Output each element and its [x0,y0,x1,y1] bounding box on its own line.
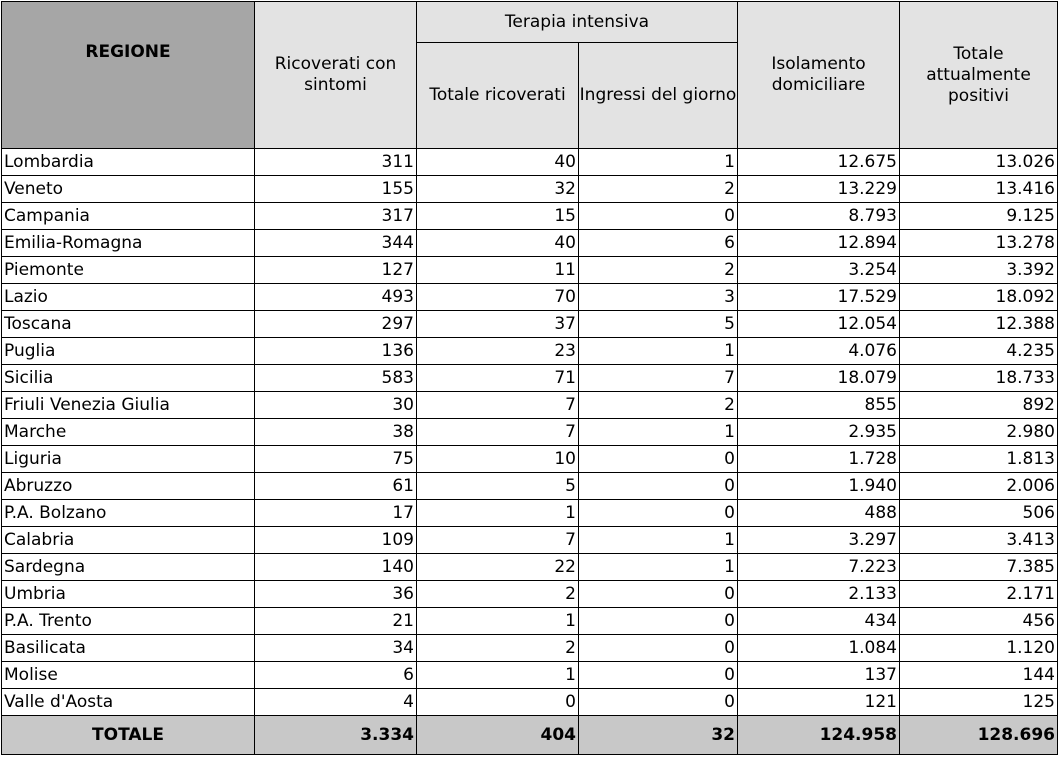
cell-totale: 3.413 [900,527,1058,554]
cell-ricoverati: 61 [255,473,417,500]
totals-isolamento: 124.958 [738,716,900,755]
cell-ricoverati: 297 [255,311,417,338]
totals-row [2,716,1058,755]
cell-totale: 18.733 [900,365,1058,392]
cell-ti-ingressi: 1 [579,419,738,446]
totals-ricoverati: 3.334 [255,716,417,755]
table-row [2,419,1058,446]
table-row [2,365,1058,392]
cell-regione: Liguria [2,446,255,473]
cell-regione: Friuli Venezia Giulia [2,392,255,419]
cell-ti-ingressi: 2 [579,176,738,203]
header-totale-attualmente-positivi: Totale attualmente positivi [900,2,1058,149]
cell-ti-totale: 7 [417,392,579,419]
cell-totale: 892 [900,392,1058,419]
cell-ti-totale: 1 [417,662,579,689]
cell-ricoverati: 4 [255,689,417,716]
cell-isolamento: 2.133 [738,581,900,608]
cell-totale: 18.092 [900,284,1058,311]
cell-totale: 3.392 [900,257,1058,284]
cell-isolamento: 4.076 [738,338,900,365]
cell-ti-ingressi: 2 [579,392,738,419]
cell-ti-totale: 0 [417,689,579,716]
cell-totale: 506 [900,500,1058,527]
table-row [2,689,1058,716]
totals-ti-totale: 404 [417,716,579,755]
cell-ricoverati: 311 [255,149,417,176]
cell-totale: 13.278 [900,230,1058,257]
cell-totale: 13.416 [900,176,1058,203]
table-row [2,527,1058,554]
cell-ricoverati: 6 [255,662,417,689]
cell-regione: Basilicata [2,635,255,662]
cell-ti-ingressi: 0 [579,203,738,230]
cell-isolamento: 17.529 [738,284,900,311]
cell-ti-ingressi: 0 [579,446,738,473]
cell-ti-totale: 71 [417,365,579,392]
cell-isolamento: 137 [738,662,900,689]
totals-label: TOTALE [2,716,255,755]
table-body [2,149,1058,716]
table-row [2,230,1058,257]
cell-totale: 13.026 [900,149,1058,176]
cell-ti-totale: 15 [417,203,579,230]
cell-isolamento: 1.940 [738,473,900,500]
table-row [2,176,1058,203]
cell-ti-totale: 70 [417,284,579,311]
cell-regione: Marche [2,419,255,446]
cell-ti-totale: 1 [417,608,579,635]
cell-isolamento: 3.297 [738,527,900,554]
cell-ricoverati: 493 [255,284,417,311]
cell-regione: Puglia [2,338,255,365]
header-ingressi-del-giorno: Ingressi del giorno [579,43,738,149]
cell-ti-ingressi: 0 [579,581,738,608]
header-ricoverati-con-sintomi: Ricoverati con sintomi [255,2,417,149]
cell-regione: Lazio [2,284,255,311]
cell-ti-totale: 7 [417,419,579,446]
cell-ti-totale: 32 [417,176,579,203]
cell-ti-ingressi: 0 [579,689,738,716]
cell-ricoverati: 38 [255,419,417,446]
totals-ti-ingressi: 32 [579,716,738,755]
cell-totale: 12.388 [900,311,1058,338]
table-row [2,149,1058,176]
cell-totale: 9.125 [900,203,1058,230]
table-row [2,581,1058,608]
cell-ti-ingressi: 5 [579,311,738,338]
cell-regione: Emilia-Romagna [2,230,255,257]
cell-ricoverati: 583 [255,365,417,392]
cell-ti-ingressi: 2 [579,257,738,284]
cell-ti-ingressi: 0 [579,635,738,662]
table-row [2,554,1058,581]
header-terapia-intensiva: Terapia intensiva [417,2,738,43]
cell-ti-totale: 40 [417,230,579,257]
table-row [2,392,1058,419]
cell-ricoverati: 344 [255,230,417,257]
cell-totale: 2.006 [900,473,1058,500]
table-header [2,2,1058,149]
cell-ti-totale: 5 [417,473,579,500]
table-footer [2,716,1058,755]
table-row [2,203,1058,230]
cell-ti-totale: 2 [417,635,579,662]
cell-regione: Valle d'Aosta [2,689,255,716]
cell-ti-totale: 40 [417,149,579,176]
cell-ti-totale: 10 [417,446,579,473]
cell-regione: Piemonte [2,257,255,284]
cell-regione: Veneto [2,176,255,203]
cell-isolamento: 2.935 [738,419,900,446]
cell-totale: 1.120 [900,635,1058,662]
cell-regione: Lombardia [2,149,255,176]
cell-ti-ingressi: 6 [579,230,738,257]
cell-isolamento: 7.223 [738,554,900,581]
cell-ti-ingressi: 0 [579,608,738,635]
table-row [2,635,1058,662]
cell-isolamento: 3.254 [738,257,900,284]
cell-isolamento: 855 [738,392,900,419]
table-row [2,608,1058,635]
cell-ti-totale: 1 [417,500,579,527]
table-row [2,338,1058,365]
cell-ti-totale: 11 [417,257,579,284]
cell-isolamento: 18.079 [738,365,900,392]
cell-isolamento: 121 [738,689,900,716]
cell-isolamento: 13.229 [738,176,900,203]
cell-totale: 1.813 [900,446,1058,473]
table-row [2,311,1058,338]
cell-isolamento: 1.084 [738,635,900,662]
cell-ti-totale: 7 [417,527,579,554]
cell-totale: 2.171 [900,581,1058,608]
cell-ricoverati: 21 [255,608,417,635]
cell-ti-totale: 22 [417,554,579,581]
cell-regione: Sicilia [2,365,255,392]
cell-totale: 4.235 [900,338,1058,365]
cell-isolamento: 1.728 [738,446,900,473]
cell-ti-totale: 37 [417,311,579,338]
cell-isolamento: 12.894 [738,230,900,257]
cell-regione: Calabria [2,527,255,554]
table-row [2,284,1058,311]
cell-ti-ingressi: 0 [579,500,738,527]
covid-regions-table [1,1,1058,755]
cell-totale: 7.385 [900,554,1058,581]
cell-ti-totale: 2 [417,581,579,608]
cell-ricoverati: 155 [255,176,417,203]
cell-ti-ingressi: 1 [579,527,738,554]
cell-regione: Umbria [2,581,255,608]
cell-ti-ingressi: 3 [579,284,738,311]
cell-ti-totale: 23 [417,338,579,365]
table-row [2,257,1058,284]
cell-totale: 144 [900,662,1058,689]
table-row [2,662,1058,689]
cell-ti-ingressi: 7 [579,365,738,392]
cell-regione: Toscana [2,311,255,338]
cell-regione: Sardegna [2,554,255,581]
cell-regione: Campania [2,203,255,230]
cell-regione: Abruzzo [2,473,255,500]
cell-ti-ingressi: 1 [579,338,738,365]
cell-ricoverati: 140 [255,554,417,581]
cell-ricoverati: 17 [255,500,417,527]
table-row [2,473,1058,500]
cell-ricoverati: 75 [255,446,417,473]
cell-ti-ingressi: 1 [579,554,738,581]
table-row [2,446,1058,473]
cell-totale: 125 [900,689,1058,716]
cell-regione: P.A. Trento [2,608,255,635]
cell-ti-ingressi: 1 [579,149,738,176]
cell-regione: Molise [2,662,255,689]
cell-ti-ingressi: 0 [579,473,738,500]
cell-isolamento: 8.793 [738,203,900,230]
cell-regione: P.A. Bolzano [2,500,255,527]
cell-ricoverati: 36 [255,581,417,608]
header-totale-ricoverati: Totale ricoverati [417,43,579,149]
cell-totale: 456 [900,608,1058,635]
cell-ricoverati: 317 [255,203,417,230]
cell-isolamento: 488 [738,500,900,527]
cell-isolamento: 12.054 [738,311,900,338]
cell-isolamento: 12.675 [738,149,900,176]
cell-ricoverati: 109 [255,527,417,554]
cell-ricoverati: 30 [255,392,417,419]
cell-ricoverati: 127 [255,257,417,284]
cell-ricoverati: 34 [255,635,417,662]
table-row [2,500,1058,527]
cell-ricoverati: 136 [255,338,417,365]
cell-totale: 2.980 [900,419,1058,446]
totals-totale: 128.696 [900,716,1058,755]
cell-ti-ingressi: 0 [579,662,738,689]
cell-isolamento: 434 [738,608,900,635]
header-isolamento-domiciliare: Isolamento domiciliare [738,2,900,149]
header-regione: REGIONE [2,2,255,149]
